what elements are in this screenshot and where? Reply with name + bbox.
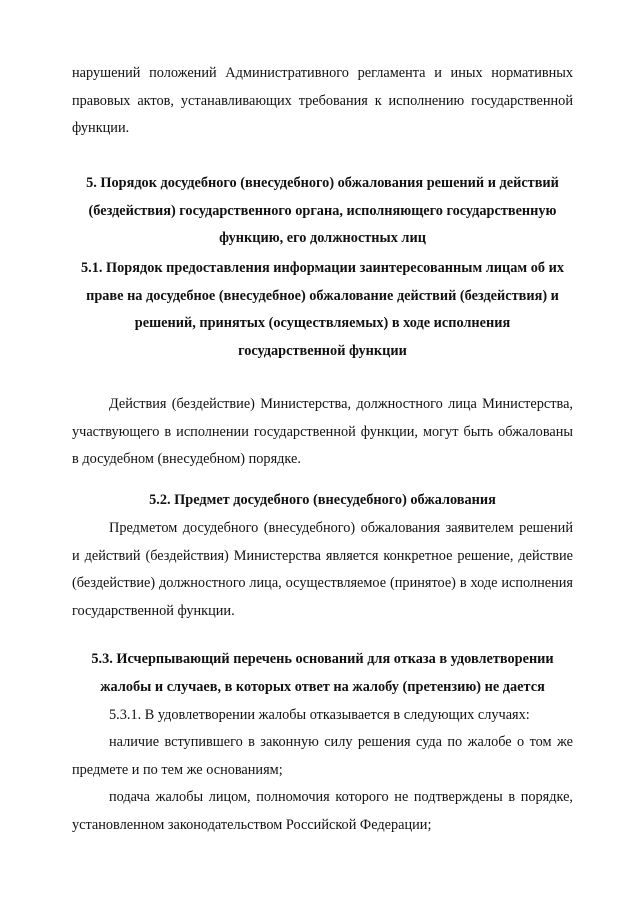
section-5-2-paragraph: Предметом досудебного (внесудебного) обжалования заявителем решений и действий (бездействия) Министерства является конкретное решение, действие (бездействие) должностного лица, осуществляемое (принятое) в ходе исполнения государственной функции. [72, 520, 573, 619]
intro-paragraph: нарушений положений Административного регламента и иных нормативных правовых актов, устанавливающих требования к исполнению государственной функции. [72, 65, 573, 136]
section-5-1-heading: 5.1. Порядок предоставления информации заинтересованным лицам об их праве на досудебное (внесудебное) обжалование действий (бездействия) и решений, принятых (осуществляемых) в ходе исполнения государственной функции [81, 260, 564, 359]
refusal-case-2: подача жалобы лицом, полномочия которого не подтверждены в порядке, установленном законодательством Российской Федерации; [72, 789, 573, 833]
section-5-3-1-paragraph: 5.3.1. В удовлетворении жалобы отказывается в следующих случаях: [109, 707, 530, 723]
section-5-2-heading: 5.2. Предмет досудебного (внесудебного) обжалования [149, 492, 496, 508]
section-5-heading: 5. Порядок досудебного (внесудебного) обжалования решений и действий (бездействия) государственного органа, исполняющего государственную функцию, его должностных лиц [86, 175, 559, 246]
refusal-case-1: наличие вступившего в законную силу решения суда по жалобе о том же предмете и по тем же основаниям; [72, 734, 573, 778]
section-5-3-heading: 5.3. Исчерпывающий перечень оснований для отказа в удовлетворении жалобы и случаев, в которых ответ на жалобу (претензию) не дается [91, 651, 554, 695]
section-5-1-paragraph: Действия (бездействие) Министерства, должностного лица Министерства, участвующего в исполнении государственной функции, могут быть обжалованы в досудебном (внесудебном) порядке. [72, 396, 573, 467]
